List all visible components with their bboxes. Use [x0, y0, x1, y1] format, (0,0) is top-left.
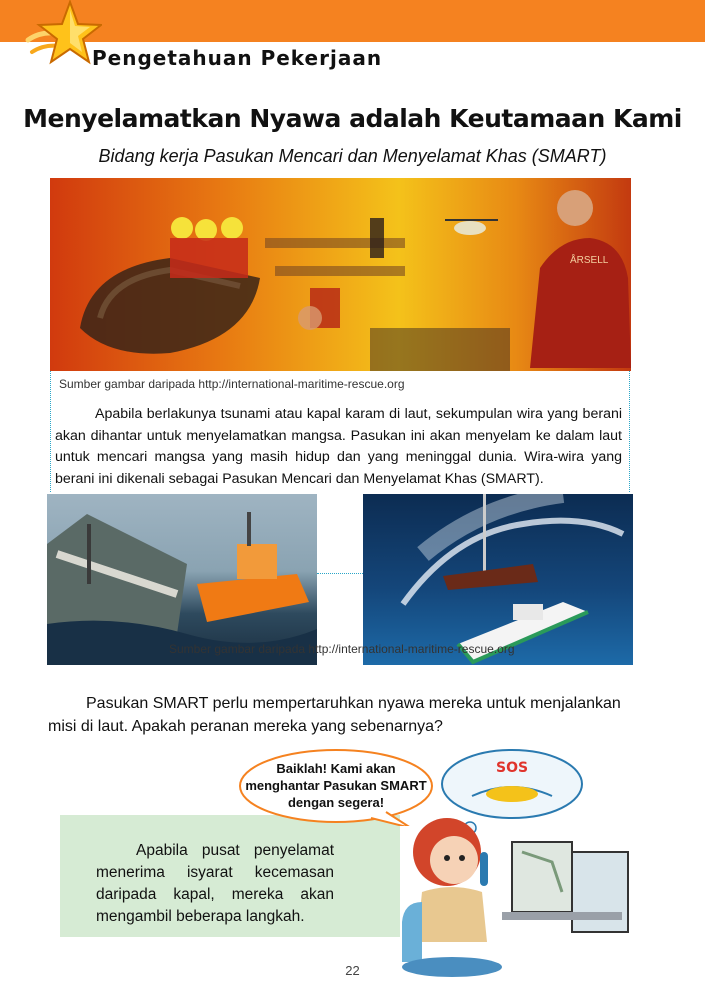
rescue-team-photo-collage — [50, 178, 631, 371]
section-title: Pengetahuan Pekerjaan — [92, 46, 383, 70]
page-title: Menyelamatkan Nyawa adalah Keutamaan Kami — [23, 104, 682, 133]
fireboat-photo — [363, 494, 633, 665]
photo-caption-bottom: Sumber gambar daripada http://international-maritime-rescue.org — [169, 642, 515, 656]
photo-caption-top: Sumber gambar daripada http://international-maritime-rescue.org — [59, 377, 405, 391]
question-paragraph: Pasukan SMART perlu mempertaruhkan nyawa mereka untuk menjalankan misi di laut. Apakah peranan mereka yang sebenarnya? — [48, 695, 621, 735]
dotted-connector — [317, 573, 363, 574]
sos-label: SOS — [496, 760, 529, 776]
jacket-label: ÅRSELL — [570, 255, 609, 266]
rescue-operator-illustration — [392, 742, 652, 982]
page-subtitle: Bidang kerja Pasukan Mencari dan Menyelamat Khas (SMART) — [98, 146, 607, 166]
capsized-ship-photo — [47, 494, 317, 665]
page-number: 22 — [345, 963, 360, 978]
info-box-text: Apabila pusat penyelamat menerima isyarat kecemasan daripada kapal, mereka akan mengambil beberapa langkah. — [96, 842, 334, 925]
intro-paragraph: Apabila berlakunya tsunami atau kapal karam di laut, sekumpulan wira yang berani akan dihantar untuk menyelamatkan mangsa. Pasukan ini akan menyelam ke dalam laut untuk mencari mangsa yang masih hidup dan yang meninggal dunia. Wira-wira yang berani ini dikenali sebagai Pasukan Mencari dan Menyelamat Khas (SMART). — [55, 406, 622, 487]
star-icon — [22, 0, 102, 80]
header-bar — [0, 0, 705, 42]
speech-bubble-text: Baiklah! Kami akan menghantar Pasukan SMART dengan segera! — [245, 761, 427, 810]
